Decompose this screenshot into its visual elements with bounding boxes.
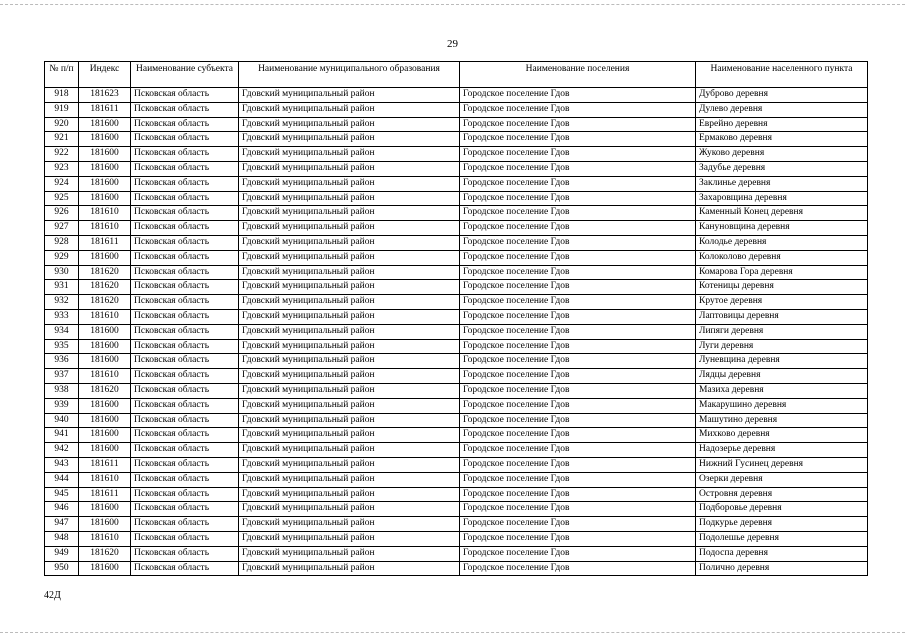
cell-subject: Псковская область — [131, 502, 239, 517]
cell-settlement: Городское поселение Гдов — [460, 383, 696, 398]
table-row — [45, 280, 868, 295]
cell-number: 920 — [45, 117, 79, 132]
cell-number: 937 — [45, 369, 79, 384]
cell-subject: Псковская область — [131, 88, 239, 103]
cell-index: 181600 — [79, 502, 131, 517]
table-row — [45, 206, 868, 221]
cell-index: 181620 — [79, 295, 131, 310]
cell-subject: Псковская область — [131, 147, 239, 162]
cell-number: 945 — [45, 487, 79, 502]
table-row — [45, 398, 868, 413]
table-row — [45, 176, 868, 191]
header-settlement: Наименование поселения — [460, 62, 696, 88]
cell-subject: Псковская область — [131, 176, 239, 191]
cell-settlement: Городское поселение Гдов — [460, 176, 696, 191]
cell-settlement: Городское поселение Гдов — [460, 546, 696, 561]
settlements-table — [44, 61, 868, 576]
cell-locality: Полично деревня — [696, 561, 868, 576]
cell-index: 181611 — [79, 457, 131, 472]
cell-subject: Псковская область — [131, 383, 239, 398]
cell-number: 931 — [45, 280, 79, 295]
cell-locality: Задубье деревня — [696, 161, 868, 176]
cell-subject: Псковская область — [131, 354, 239, 369]
cell-number: 923 — [45, 161, 79, 176]
table-row — [45, 235, 868, 250]
bottom-edge-line — [0, 632, 905, 633]
cell-settlement: Городское поселение Гдов — [460, 324, 696, 339]
table-row — [45, 295, 868, 310]
table-row — [45, 428, 868, 443]
cell-settlement: Городское поселение Гдов — [460, 161, 696, 176]
cell-number: 950 — [45, 561, 79, 576]
cell-number: 924 — [45, 176, 79, 191]
cell-number: 927 — [45, 221, 79, 236]
table-row — [45, 191, 868, 206]
cell-municipality: Гдовский муниципальный район — [239, 517, 460, 532]
table-row — [45, 354, 868, 369]
cell-settlement: Городское поселение Гдов — [460, 369, 696, 384]
cell-subject: Псковская область — [131, 428, 239, 443]
cell-number: 944 — [45, 472, 79, 487]
cell-number: 918 — [45, 88, 79, 103]
cell-number: 926 — [45, 206, 79, 221]
cell-settlement: Городское поселение Гдов — [460, 191, 696, 206]
cell-number: 925 — [45, 191, 79, 206]
cell-locality: Луги деревня — [696, 339, 868, 354]
table-row — [45, 161, 868, 176]
cell-municipality: Гдовский муниципальный район — [239, 398, 460, 413]
cell-index: 181611 — [79, 487, 131, 502]
cell-index: 181611 — [79, 102, 131, 117]
header-locality: Наименование населенного пункта — [696, 62, 868, 88]
table-row — [45, 517, 868, 532]
cell-locality: Луневщина деревня — [696, 354, 868, 369]
cell-settlement: Городское поселение Гдов — [460, 502, 696, 517]
cell-locality: Мазиха деревня — [696, 383, 868, 398]
cell-subject: Псковская область — [131, 295, 239, 310]
cell-number: 948 — [45, 531, 79, 546]
cell-settlement: Городское поселение Гдов — [460, 517, 696, 532]
cell-index: 181600 — [79, 443, 131, 458]
cell-municipality: Гдовский муниципальный район — [239, 176, 460, 191]
cell-subject: Псковская область — [131, 443, 239, 458]
cell-subject: Псковская область — [131, 413, 239, 428]
cell-locality: Крутое деревня — [696, 295, 868, 310]
cell-municipality: Гдовский муниципальный район — [239, 561, 460, 576]
cell-municipality: Гдовский муниципальный район — [239, 531, 460, 546]
table-row — [45, 102, 868, 117]
cell-index: 181600 — [79, 132, 131, 147]
table-row — [45, 561, 868, 576]
cell-subject: Псковская область — [131, 309, 239, 324]
cell-locality: Подкурье деревня — [696, 517, 868, 532]
cell-municipality: Гдовский муниципальный район — [239, 354, 460, 369]
cell-locality: Озерки деревня — [696, 472, 868, 487]
cell-index: 181600 — [79, 339, 131, 354]
cell-locality: Подборовье деревня — [696, 502, 868, 517]
cell-locality: Макарушино деревня — [696, 398, 868, 413]
cell-index: 181620 — [79, 265, 131, 280]
cell-subject: Псковская область — [131, 117, 239, 132]
cell-index: 181600 — [79, 176, 131, 191]
cell-number: 936 — [45, 354, 79, 369]
table-row — [45, 413, 868, 428]
cell-number: 932 — [45, 295, 79, 310]
cell-locality: Заклинье деревня — [696, 176, 868, 191]
header-number: № п/п — [45, 62, 79, 88]
cell-settlement: Городское поселение Гдов — [460, 221, 696, 236]
cell-settlement: Городское поселение Гдов — [460, 398, 696, 413]
cell-subject: Псковская область — [131, 339, 239, 354]
cell-locality: Дуброво деревня — [696, 88, 868, 103]
cell-index: 181611 — [79, 235, 131, 250]
cell-subject: Псковская область — [131, 324, 239, 339]
cell-municipality: Гдовский муниципальный район — [239, 487, 460, 502]
cell-number: 946 — [45, 502, 79, 517]
cell-locality: Захаровщина деревня — [696, 191, 868, 206]
cell-locality: Еврейно деревня — [696, 117, 868, 132]
cell-settlement: Городское поселение Гдов — [460, 309, 696, 324]
cell-index: 181600 — [79, 398, 131, 413]
cell-settlement: Городское поселение Гдов — [460, 132, 696, 147]
table-body — [45, 88, 868, 576]
table-row — [45, 369, 868, 384]
cell-municipality: Гдовский муниципальный район — [239, 265, 460, 280]
table-row — [45, 383, 868, 398]
cell-subject: Псковская область — [131, 235, 239, 250]
cell-municipality: Гдовский муниципальный район — [239, 250, 460, 265]
cell-number: 941 — [45, 428, 79, 443]
cell-municipality: Гдовский муниципальный район — [239, 457, 460, 472]
cell-locality: Липяги деревня — [696, 324, 868, 339]
cell-settlement: Городское поселение Гдов — [460, 206, 696, 221]
cell-index: 181600 — [79, 428, 131, 443]
table-row — [45, 339, 868, 354]
cell-settlement: Городское поселение Гдов — [460, 295, 696, 310]
header-index: Индекс — [79, 62, 131, 88]
cell-municipality: Гдовский муниципальный район — [239, 132, 460, 147]
cell-municipality: Гдовский муниципальный район — [239, 206, 460, 221]
table-row — [45, 250, 868, 265]
cell-settlement: Городское поселение Гдов — [460, 487, 696, 502]
table-row — [45, 324, 868, 339]
top-edge-line — [0, 4, 905, 5]
cell-settlement: Городское поселение Гдов — [460, 354, 696, 369]
cell-index: 181623 — [79, 88, 131, 103]
cell-locality: Лядцы деревня — [696, 369, 868, 384]
cell-municipality: Гдовский муниципальный район — [239, 102, 460, 117]
cell-municipality: Гдовский муниципальный район — [239, 369, 460, 384]
cell-index: 181600 — [79, 191, 131, 206]
cell-index: 181610 — [79, 369, 131, 384]
cell-subject: Псковская область — [131, 472, 239, 487]
cell-index: 181620 — [79, 546, 131, 561]
cell-index: 181610 — [79, 309, 131, 324]
cell-municipality: Гдовский муниципальный район — [239, 295, 460, 310]
cell-subject: Псковская область — [131, 191, 239, 206]
cell-number: 938 — [45, 383, 79, 398]
cell-settlement: Городское поселение Гдов — [460, 561, 696, 576]
table-row — [45, 443, 868, 458]
cell-number: 929 — [45, 250, 79, 265]
cell-number: 928 — [45, 235, 79, 250]
cell-municipality: Гдовский муниципальный район — [239, 339, 460, 354]
table-row — [45, 117, 868, 132]
cell-municipality: Гдовский муниципальный район — [239, 221, 460, 236]
cell-subject: Псковская область — [131, 487, 239, 502]
cell-settlement: Городское поселение Гдов — [460, 102, 696, 117]
cell-municipality: Гдовский муниципальный район — [239, 88, 460, 103]
cell-number: 933 — [45, 309, 79, 324]
cell-number: 934 — [45, 324, 79, 339]
cell-index: 181600 — [79, 561, 131, 576]
cell-settlement: Городское поселение Гдов — [460, 443, 696, 458]
cell-settlement: Городское поселение Гдов — [460, 265, 696, 280]
cell-index: 181610 — [79, 206, 131, 221]
table-row — [45, 531, 868, 546]
cell-index: 181610 — [79, 221, 131, 236]
table-row — [45, 132, 868, 147]
cell-municipality: Гдовский муниципальный район — [239, 324, 460, 339]
cell-number: 922 — [45, 147, 79, 162]
cell-index: 181600 — [79, 117, 131, 132]
cell-municipality: Гдовский муниципальный район — [239, 383, 460, 398]
table-header-row — [45, 62, 868, 88]
cell-subject: Псковская область — [131, 546, 239, 561]
cell-municipality: Гдовский муниципальный район — [239, 428, 460, 443]
table-row — [45, 147, 868, 162]
cell-settlement: Городское поселение Гдов — [460, 531, 696, 546]
cell-number: 939 — [45, 398, 79, 413]
cell-locality: Островня деревня — [696, 487, 868, 502]
cell-municipality: Гдовский муниципальный район — [239, 472, 460, 487]
cell-subject: Псковская область — [131, 221, 239, 236]
cell-municipality: Гдовский муниципальный район — [239, 117, 460, 132]
cell-settlement: Городское поселение Гдов — [460, 428, 696, 443]
cell-index: 181600 — [79, 161, 131, 176]
header-municipality: Наименование муниципального образования — [239, 62, 460, 88]
cell-index: 181600 — [79, 413, 131, 428]
cell-municipality: Гдовский муниципальный район — [239, 161, 460, 176]
footer-code: 42Д — [44, 590, 61, 601]
cell-locality: Каменный Конец деревня — [696, 206, 868, 221]
cell-settlement: Городское поселение Гдов — [460, 88, 696, 103]
cell-settlement: Городское поселение Гдов — [460, 413, 696, 428]
cell-number: 930 — [45, 265, 79, 280]
table-row — [45, 88, 868, 103]
cell-municipality: Гдовский муниципальный район — [239, 280, 460, 295]
cell-municipality: Гдовский муниципальный район — [239, 235, 460, 250]
cell-settlement: Городское поселение Гдов — [460, 250, 696, 265]
cell-index: 181600 — [79, 250, 131, 265]
cell-subject: Псковская область — [131, 265, 239, 280]
cell-locality: Надозерье деревня — [696, 443, 868, 458]
cell-settlement: Городское поселение Гдов — [460, 457, 696, 472]
cell-subject: Псковская область — [131, 250, 239, 265]
cell-locality: Колодье деревня — [696, 235, 868, 250]
cell-subject: Псковская область — [131, 398, 239, 413]
cell-index: 181600 — [79, 147, 131, 162]
cell-subject: Псковская область — [131, 561, 239, 576]
cell-municipality: Гдовский муниципальный район — [239, 413, 460, 428]
cell-locality: Жуково деревня — [696, 147, 868, 162]
table-row — [45, 472, 868, 487]
cell-settlement: Городское поселение Гдов — [460, 235, 696, 250]
cell-subject: Псковская область — [131, 531, 239, 546]
table-row — [45, 309, 868, 324]
table-row — [45, 265, 868, 280]
cell-municipality: Гдовский муниципальный район — [239, 191, 460, 206]
cell-locality: Машутино деревня — [696, 413, 868, 428]
cell-locality: Колоколово деревня — [696, 250, 868, 265]
table-row — [45, 546, 868, 561]
cell-number: 921 — [45, 132, 79, 147]
table-row — [45, 457, 868, 472]
cell-locality: Подолешье деревня — [696, 531, 868, 546]
cell-subject: Псковская область — [131, 206, 239, 221]
cell-index: 181620 — [79, 383, 131, 398]
cell-municipality: Гдовский муниципальный район — [239, 502, 460, 517]
cell-number: 943 — [45, 457, 79, 472]
cell-index: 181610 — [79, 531, 131, 546]
cell-municipality: Гдовский муниципальный район — [239, 443, 460, 458]
page-number: 29 — [447, 38, 458, 50]
cell-locality: Котеницы деревня — [696, 280, 868, 295]
cell-index: 181600 — [79, 354, 131, 369]
cell-subject: Псковская область — [131, 517, 239, 532]
cell-municipality: Гдовский муниципальный район — [239, 309, 460, 324]
cell-subject: Псковская область — [131, 161, 239, 176]
cell-settlement: Городское поселение Гдов — [460, 339, 696, 354]
cell-number: 949 — [45, 546, 79, 561]
cell-settlement: Городское поселение Гдов — [460, 117, 696, 132]
cell-number: 940 — [45, 413, 79, 428]
cell-number: 935 — [45, 339, 79, 354]
cell-subject: Псковская область — [131, 457, 239, 472]
cell-locality: Ермаково деревня — [696, 132, 868, 147]
cell-index: 181610 — [79, 472, 131, 487]
cell-index: 181600 — [79, 324, 131, 339]
cell-settlement: Городское поселение Гдов — [460, 472, 696, 487]
cell-settlement: Городское поселение Гдов — [460, 280, 696, 295]
cell-subject: Псковская область — [131, 132, 239, 147]
cell-locality: Подоспа деревня — [696, 546, 868, 561]
cell-locality: Лаптовицы деревня — [696, 309, 868, 324]
cell-settlement: Городское поселение Гдов — [460, 147, 696, 162]
cell-subject: Псковская область — [131, 102, 239, 117]
table-row — [45, 487, 868, 502]
cell-municipality: Гдовский муниципальный район — [239, 147, 460, 162]
cell-number: 919 — [45, 102, 79, 117]
cell-index: 181620 — [79, 280, 131, 295]
cell-number: 947 — [45, 517, 79, 532]
cell-number: 942 — [45, 443, 79, 458]
cell-locality: Дулево деревня — [696, 102, 868, 117]
table-row — [45, 502, 868, 517]
table-row — [45, 221, 868, 236]
cell-locality: Нижний Гусинец деревня — [696, 457, 868, 472]
cell-municipality: Гдовский муниципальный район — [239, 546, 460, 561]
cell-locality: Михково деревня — [696, 428, 868, 443]
header-subject: Наименование субъекта — [131, 62, 239, 88]
cell-subject: Псковская область — [131, 280, 239, 295]
cell-locality: Комарова Гора деревня — [696, 265, 868, 280]
cell-locality: Кануновщина деревня — [696, 221, 868, 236]
cell-index: 181600 — [79, 517, 131, 532]
cell-subject: Псковская область — [131, 369, 239, 384]
